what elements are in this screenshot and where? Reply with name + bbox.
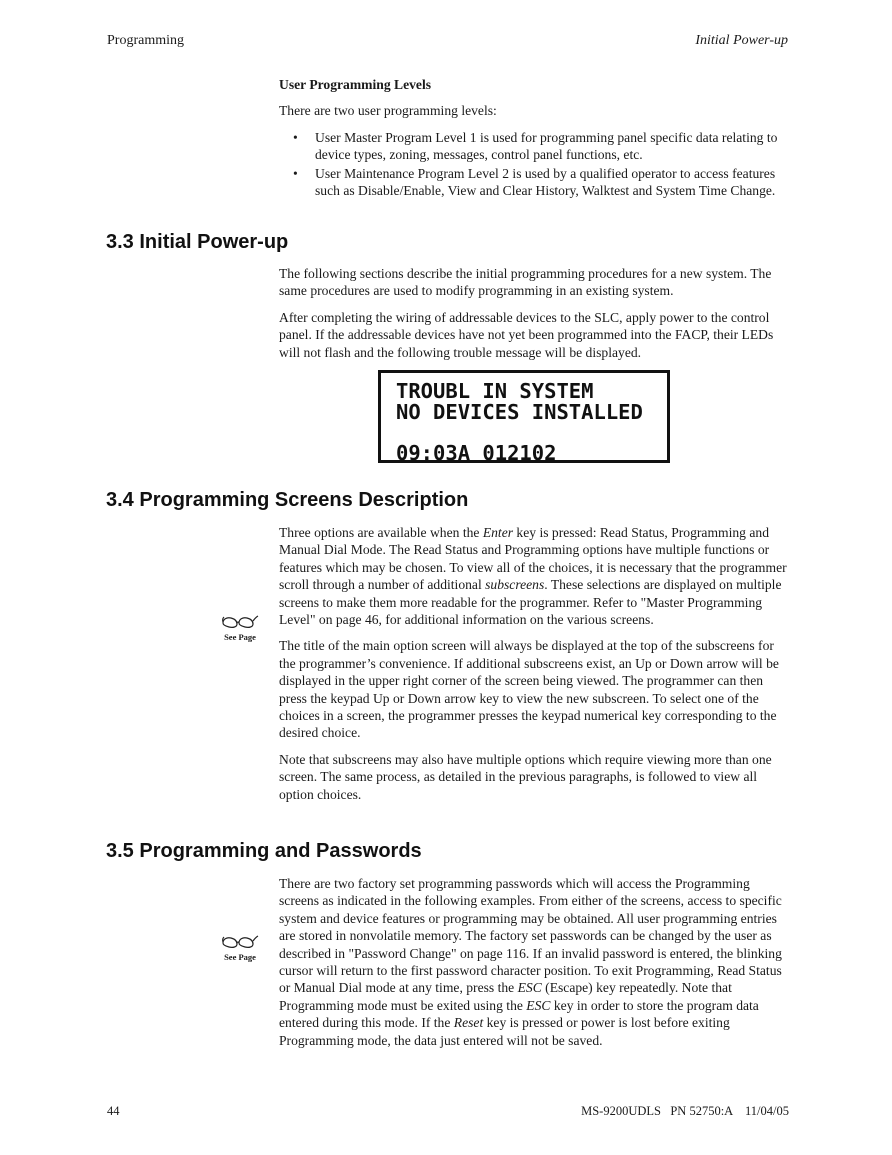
paragraph: After completing the wiring of addressable devices to the SLC, apply power to the control panel. If the addressable devices have not yet been programmed into the FACP, their LEDs will not flash and the following trouble message will be displayed. bbox=[279, 309, 774, 360]
paragraph: Note that subscreens may also have multiple options which require viewing more than one screen. The same process, as detailed in the previous paragraphs, is followed to view all option choices. bbox=[279, 751, 772, 802]
lcd-display bbox=[378, 370, 670, 463]
list-item: • User Master Program Level 1 is used for programming panel specific data relating to device types, zoning, messages, control panel functions, etc. bbox=[279, 129, 787, 164]
list-item: • User Maintenance Program Level 2 is used by a qualified operator to access features such as Disable/Enable, View and Clear History, Walktest and System Time Change. bbox=[279, 165, 787, 200]
paragraph: There are two factory set programming passwords which will access the Programming screens as indicated in the following examples. From either of the screens, access to specific system and device features or programming may be obtained. All user programming entries are stored in nonvolatile memory. The factory set passwords can be changed by the user as described in "Password Change" on page 116. If an invalid password is entered, the blinking cursor will return to the first password character position. To exit Programming, Read Status or Manual Dial mode at any time, press the ESC (Escape) key repeatedly. Note that Programming mode must be exited using the ESC key in order to store the program data entered during this mode. If the Reset key is pressed or power is lost before exiting Programming mode, the data just entered will not be saved. bbox=[279, 876, 782, 1048]
see-page-marker bbox=[220, 933, 260, 962]
glasses-icon bbox=[221, 613, 259, 631]
user-programming-levels bbox=[279, 76, 787, 199]
paragraph: Three options are available when the Enter key is pressed: Read Status, Programming and Manual Dial Mode. The Read Status and Programming options have multiple functions or features which may be chosen. To view all of the choices, it is necessary that the programmer scroll through a number of additional subscreens. These selections are displayed on multiple screens to make them more readable for the programmer. Refer to "Master Programming Level" on page 46, for additional information on the various screens. bbox=[279, 525, 787, 628]
section-body bbox=[279, 875, 787, 1049]
section-body bbox=[279, 265, 787, 361]
lcd-line: TROUBL IN SYSTEM bbox=[396, 379, 594, 403]
lcd-line: 09:03A 012102 bbox=[396, 441, 557, 465]
bullet-list bbox=[279, 129, 787, 200]
paragraph: The title of the main option screen will always be displayed at the top of the subscreens for the programmer’s convenience. If additional subscreens exist, an Up or Down arrow will be displayed in the upper right corner of the screen being viewed. The programmer can then press the keypad Up or Down arrow key to view the new subscreen. To select one of the choices in a screen, the programmer presses the keypad numerical key corresponding to the desired choice. bbox=[279, 638, 779, 741]
section-heading: 3.5 Programming and Passwords bbox=[106, 840, 422, 862]
paragraph: There are two user programming levels: bbox=[279, 103, 497, 119]
document-id: MS-9200UDLS PN 52750:A 11/04/05 bbox=[581, 1104, 789, 1118]
section-heading: 3.3 Initial Power-up bbox=[106, 231, 289, 253]
running-header-left: Programming bbox=[107, 33, 184, 48]
see-page-label: See Page bbox=[224, 952, 256, 962]
see-page-marker bbox=[220, 613, 260, 642]
see-page-label: See Page bbox=[224, 632, 256, 642]
running-header-right: Initial Power-up bbox=[695, 33, 788, 48]
lcd-line: NO DEVICES INSTALLED bbox=[396, 400, 643, 424]
section-body bbox=[279, 524, 787, 803]
section-heading: 3.4 Programming Screens Description bbox=[106, 489, 469, 511]
subheading: User Programming Levels bbox=[279, 77, 432, 92]
paragraph: The following sections describe the initial programming procedures for a new system. The same procedures are used to modify programming in an existing system. bbox=[279, 266, 772, 299]
glasses-icon bbox=[221, 933, 259, 951]
page-number: 44 bbox=[107, 1104, 120, 1118]
